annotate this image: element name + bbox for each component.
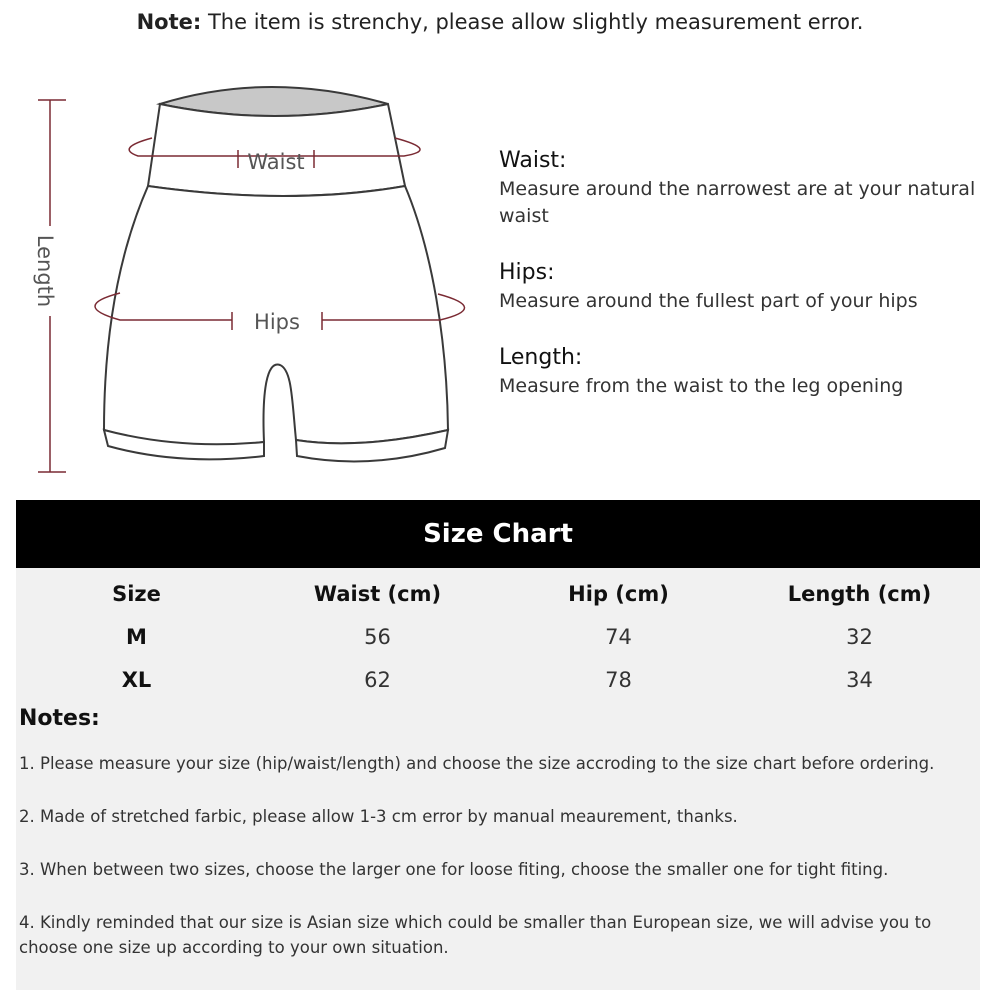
table-header-row [16,572,980,615]
waist-label: Waist [247,150,305,174]
hip-cell: 78 [605,667,632,692]
length-cell: 32 [846,624,873,649]
hip-cell: 74 [605,624,632,649]
note-item: 3. When between two sizes, choose the larger one for loose fiting, choose the smaller one for tight fiting. [19,860,889,879]
measurement-guide [499,146,989,428]
measure-length-desc: Measure from the waist to the leg opening [499,375,904,397]
notes-section [19,706,969,988]
measure-length [499,343,989,400]
column-header: Size [112,581,161,606]
waist-cell: 62 [364,667,391,692]
waist-cell: 56 [364,624,391,649]
size-chart-header: Size Chart [16,500,980,568]
table-row [16,615,980,658]
top-note-label: Note: [136,10,202,34]
measure-hips-desc: Measure around the fullest part of your hips [499,290,918,312]
measure-length-title: Length: [499,345,583,370]
column-header: Waist (cm) [313,581,442,606]
top-note-text: The item is strenchy, please allow slightly measurement error. [201,10,864,34]
size-cell: M [126,624,147,649]
measure-waist [499,146,989,230]
length-cell: 34 [846,667,873,692]
measure-waist-title: Waist: [499,148,567,173]
note-item: 4. Kindly reminded that our size is Asian size which could be smaller than European size, we will advise you to choose one size up according to your own situation. [19,913,932,957]
shorts-diagram [0,0,500,500]
measure-waist-desc: Measure around the narrowest are at your natural waist [499,178,976,227]
measure-hips-title: Hips: [499,260,555,285]
column-header: Hip (cm) [568,581,669,606]
table-row [16,658,980,701]
measure-hips [499,258,989,315]
note-item: 1. Please measure your size (hip/waist/length) and choose the size accroding to the size chart before ordering. [19,754,935,773]
note-item: 2. Made of stretched farbic, please allow 1-3 cm error by manual meaurement, thanks. [19,807,738,826]
size-cell: XL [121,667,152,692]
size-chart-body [16,568,980,990]
notes-title: Notes: [19,706,100,731]
length-label: Length [33,234,57,308]
column-header: Length (cm) [787,581,932,606]
hips-label: Hips [254,310,300,334]
size-table [16,572,980,701]
